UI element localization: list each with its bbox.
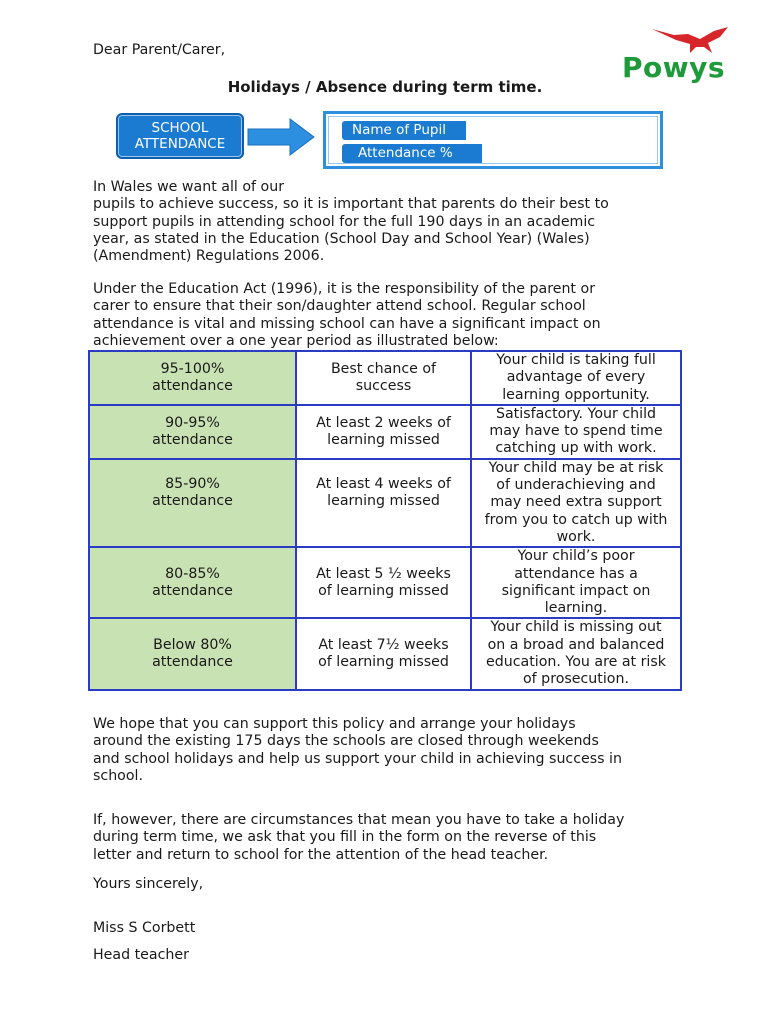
impact-text: At least 5 ½ weeks — [316, 565, 451, 582]
attendance-band-cell — [89, 405, 296, 459]
impact-text: learning missed — [327, 493, 440, 510]
note-text: Satisfactory. Your child — [495, 405, 657, 422]
impact-text: of learning missed — [318, 654, 449, 671]
education-act-paragraph — [93, 281, 683, 350]
impact-text: At least 2 weeks of — [316, 414, 451, 431]
school-attendance-line-2: ATTENDANCE — [134, 136, 226, 152]
term-time-request-paragraph — [93, 812, 683, 864]
page-title: Holidays / Absence during term time. — [227, 78, 543, 96]
attendance-band-cell — [89, 547, 296, 618]
learning-impact-cell — [296, 547, 471, 618]
signature-name: Miss S Corbett — [93, 920, 196, 936]
band-text: 80-85% — [165, 565, 220, 582]
note-text: of prosecution. — [523, 671, 629, 688]
learning-impact-cell — [296, 618, 471, 689]
note-text: on a broad and balanced — [487, 636, 665, 653]
note-text: catching up with work. — [495, 440, 657, 457]
intro-line: (Amendment) Regulations 2006. — [93, 248, 325, 265]
intro-line: In Wales we want all of our — [93, 179, 285, 195]
logo-text: Powys — [622, 51, 726, 84]
band-text: Below 80% — [153, 636, 232, 653]
band-text: 85-90% — [165, 475, 220, 492]
attendance-band-cell — [89, 459, 296, 547]
education-act-line: Under the Education Act (1996), it is the responsibility of the parent or — [93, 281, 596, 297]
impact-text: At least 7½ weeks — [318, 636, 449, 653]
request-line: letter and return to school for the attention of the head teacher. — [93, 846, 549, 863]
band-text: attendance — [152, 377, 233, 394]
note-text: significant impact on — [501, 582, 651, 599]
powys-logo — [622, 25, 734, 87]
table-row — [89, 351, 681, 405]
note-text: Your child is missing out — [490, 619, 662, 636]
note-cell — [471, 547, 681, 618]
band-text: 90-95% — [165, 414, 220, 431]
support-line: and school holidays and help us support your child in achieving success in — [93, 750, 622, 767]
intro-line: support pupils in attending school for the full 190 days in an academic — [93, 213, 596, 230]
intro-line: year, as stated in the Education (School Day and School Year) (Wales) — [93, 230, 590, 247]
note-text: from you to catch up with — [484, 511, 668, 528]
note-text: Your child may be at risk — [488, 459, 664, 476]
pupil-info-inner — [328, 116, 658, 164]
note-text: advantage of every — [506, 369, 646, 386]
attendance-table — [88, 350, 682, 691]
note-cell — [471, 618, 681, 689]
table-row — [89, 459, 681, 547]
name-of-pupil-label: Name of Pupil — [342, 121, 459, 140]
band-text: attendance — [152, 582, 233, 599]
learning-impact-cell — [296, 351, 471, 405]
intro-line: pupils to achieve success, so it is important that parents do their best to — [93, 196, 609, 213]
note-cell — [471, 405, 681, 459]
learning-impact-cell — [296, 459, 471, 547]
note-text: Your child is taking full — [496, 352, 656, 368]
impact-text: success — [355, 377, 412, 394]
band-text: attendance — [152, 431, 233, 448]
note-text: education. You are at risk — [486, 654, 666, 671]
note-text: Your child’s poor — [517, 548, 635, 565]
support-paragraph — [93, 716, 683, 785]
note-cell — [471, 459, 681, 547]
closing: Yours sincerely, — [93, 876, 204, 892]
table-row — [89, 405, 681, 459]
education-act-line: achievement over a one year period as illustrated below: — [93, 332, 499, 349]
table-row — [89, 618, 681, 689]
pupil-info-panel — [323, 111, 663, 169]
request-line: during term time, we ask that you fill in the form on the reverse of this — [93, 829, 597, 846]
intro-paragraph — [93, 179, 683, 265]
support-line: school. — [93, 767, 143, 784]
attendance-percent-label: Attendance % — [342, 144, 475, 163]
attendance-band-cell — [89, 618, 296, 689]
note-cell — [471, 351, 681, 405]
band-text: attendance — [152, 493, 233, 510]
education-act-line: carer to ensure that their son/daughter attend school. Regular school — [93, 298, 586, 315]
support-line: We hope that you can support this policy and arrange your holidays — [93, 716, 576, 732]
note-text: work. — [556, 528, 596, 545]
education-act-line: attendance is vital and missing school can have a significant impact on — [93, 315, 601, 332]
note-text: of underachieving and — [496, 477, 656, 494]
band-text: 95-100% — [160, 360, 225, 377]
table-row — [89, 547, 681, 618]
signature-role: Head teacher — [93, 947, 189, 963]
note-text: may need extra support — [490, 494, 662, 511]
greeting: Dear Parent/Carer, — [93, 42, 226, 58]
learning-impact-cell — [296, 405, 471, 459]
arrow-right-icon — [246, 117, 316, 157]
request-line: If, however, there are circumstances that mean you have to take a holiday — [93, 812, 625, 828]
note-text: learning. — [544, 600, 608, 617]
impact-text: learning missed — [327, 431, 440, 448]
school-attendance-line-1: SCHOOL — [151, 120, 209, 136]
support-line: around the existing 175 days the schools are closed through weekends — [93, 733, 599, 750]
band-text: attendance — [152, 654, 233, 671]
note-text: attendance has a — [514, 565, 638, 582]
impact-text: Best chance of — [330, 360, 437, 377]
school-attendance-box — [116, 113, 244, 159]
impact-text: At least 4 weeks of — [316, 475, 451, 492]
note-text: may have to spend time — [489, 423, 663, 440]
impact-text: of learning missed — [318, 582, 449, 599]
attendance-band-cell — [89, 351, 296, 405]
note-text: learning opportunity. — [502, 386, 650, 403]
